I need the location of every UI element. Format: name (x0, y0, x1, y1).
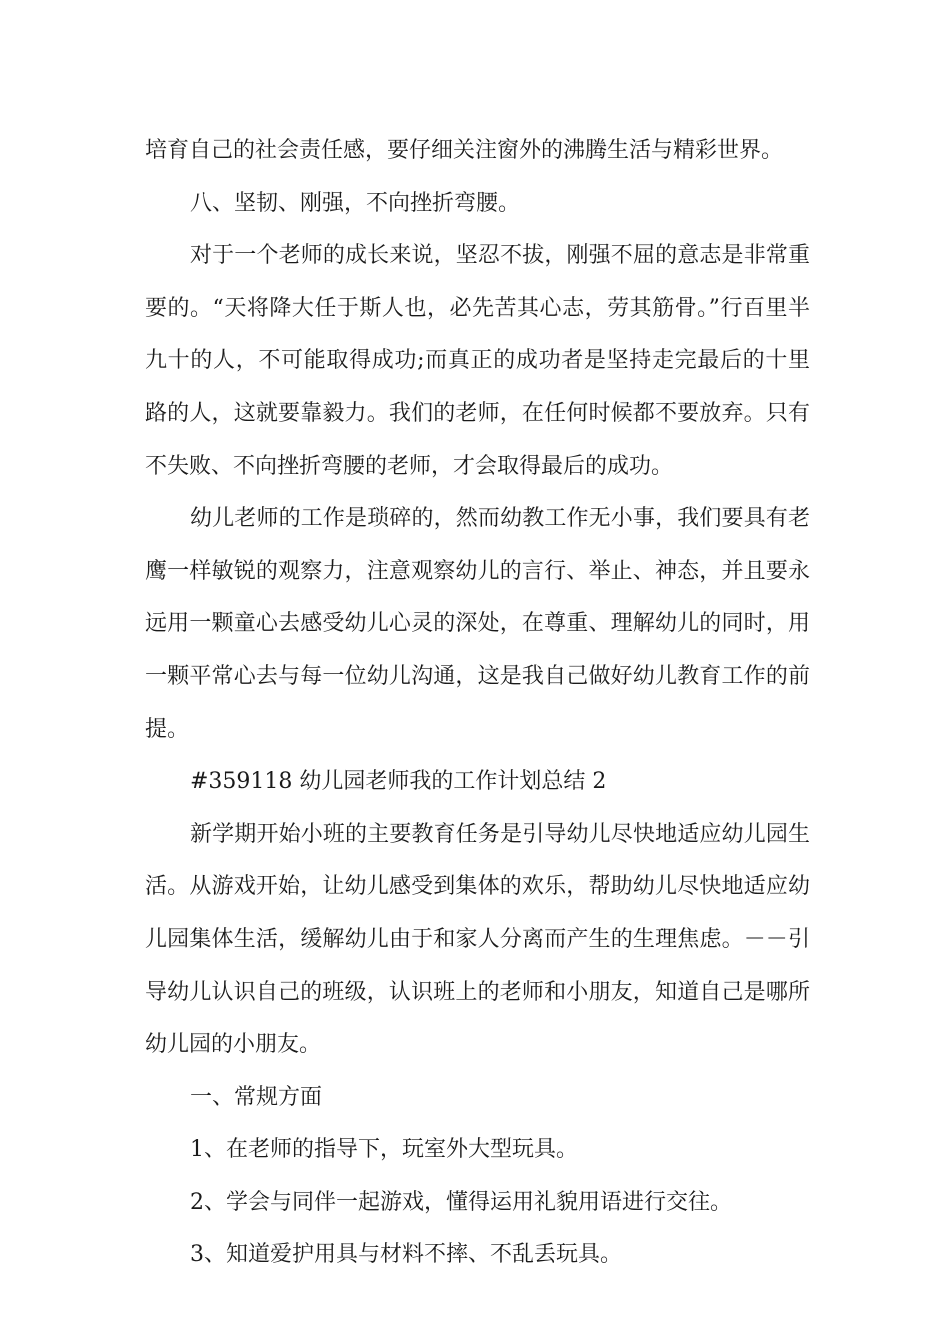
list-item-2: 2、学会与同伴一起游戏，懂得运用礼貌用语进行交往。 (190, 1189, 732, 1215)
document-subtitle: #359118 幼儿园老师我的工作计划总结 2 (190, 769, 607, 795)
heading-section-eight: 八、坚韧、刚强，不向挫折弯腰。 (190, 190, 521, 216)
list-item-3: 3、知道爱护用具与材料不摔、不乱丢玩具。 (190, 1242, 622, 1268)
list-item-1: 1、在老师的指导下，玩室外大型玩具。 (190, 1137, 578, 1163)
document-body (145, 125, 810, 1282)
paragraph-new-semester: 新学期开始小班的主要教育任务是引导幼儿尽快地适应幼儿园生活。从游戏开始，让幼儿感受到集体的欢乐，帮助幼儿尽快地适应幼儿园集体生活，缓解幼儿由于和家人分离而产生的生理焦虑。－－引导幼儿认识自己的班级，认识班上的老师和小朋友，知道自己是哪所幼儿园的小朋友。 (145, 821, 810, 1058)
paragraph-continuation: 培育自己的社会责任感，要仔细关注窗外的沸腾生活与精彩世界。 (145, 138, 784, 163)
paragraph-perseverance: 对于一个老师的成长来说，坚忍不拔，刚强不屈的意志是非常重要的。“天将降大任于斯人也，必先苦其心志，劳其筋骨。”行百里半九十的人，不可能取得成功;而真正的成功者是坚持走完最后的十里路的人，这就要靠毅力。我们的老师，在任何时候都不要放弃。只有不失败、不向挫折弯腰的老师，才会取得最后的成功。 (145, 243, 810, 479)
paragraph-teacher-work: 幼儿老师的工作是琐碎的，然而幼教工作无小事，我们要具有老鹰一样敏锐的观察力，注意观察幼儿的言行、举止、神态，并且要永远用一颗童心去感受幼儿心灵的深处，在尊重、理解幼儿的同时，用一颗平常心去与每一位幼儿沟通，这是我自己做好幼儿教育工作的前提。 (145, 506, 810, 742)
heading-routine: 一、常规方面 (190, 1084, 323, 1110)
